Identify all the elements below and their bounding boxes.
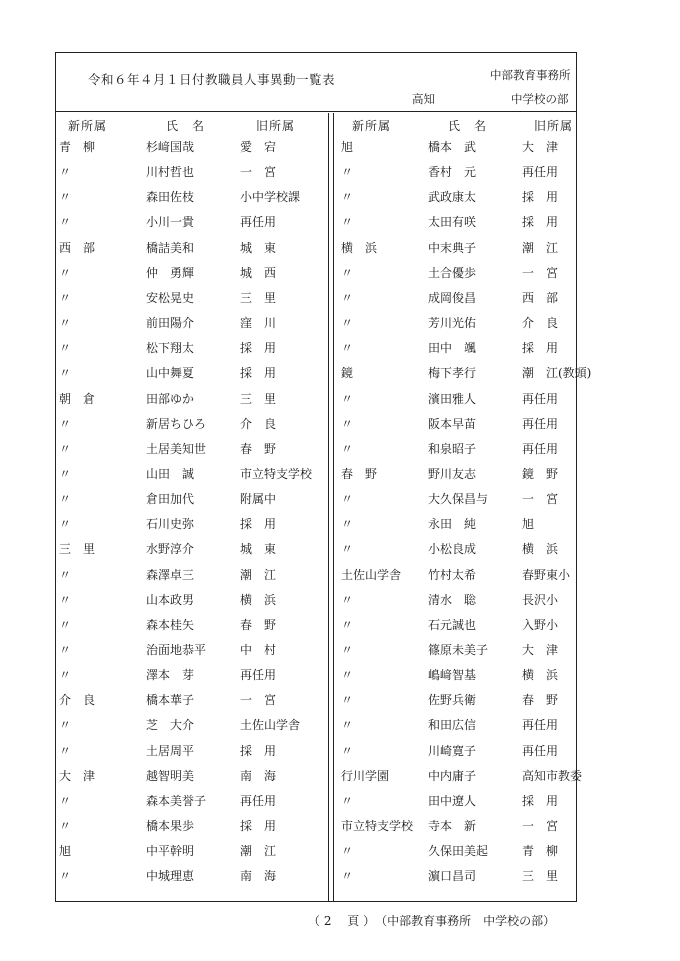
new-affiliation: 〃 <box>59 567 72 582</box>
table-row <box>56 537 324 561</box>
staff-name: 治面地恭平 <box>146 643 207 657</box>
staff-name: 石川史弥 <box>146 517 195 532</box>
table-row <box>56 613 324 637</box>
table-row <box>56 311 324 335</box>
new-affiliation: 〃 <box>341 341 354 356</box>
table-row <box>56 663 324 687</box>
old-affiliation: 大 津 <box>522 140 559 154</box>
header-divider <box>56 111 576 112</box>
staff-name: 新居ちひろ <box>146 416 207 431</box>
new-affiliation: 青 柳 <box>59 140 96 154</box>
staff-name: 橋本華子 <box>146 693 195 708</box>
left-col-new-header: 新所属 <box>68 119 108 133</box>
new-affiliation: 〃 <box>59 718 72 733</box>
new-affiliation: 〃 <box>341 844 354 859</box>
table-row <box>338 739 606 763</box>
old-affiliation: 南 海 <box>240 768 277 783</box>
table-row <box>56 462 324 486</box>
new-affiliation: 〃 <box>59 492 72 507</box>
table-row <box>338 688 606 712</box>
new-affiliation: 〃 <box>59 165 72 180</box>
table-row <box>56 437 324 461</box>
staff-name: 土居美知世 <box>146 441 207 456</box>
old-affiliation: 再任用 <box>522 441 559 456</box>
new-affiliation: 〃 <box>341 492 354 507</box>
old-affiliation: 再任用 <box>240 668 277 683</box>
staff-name: 阪本早苗 <box>428 416 477 431</box>
staff-name: 芝 大介 <box>146 718 195 733</box>
table-row <box>338 814 606 838</box>
table-row <box>338 361 606 385</box>
table-row <box>56 261 324 285</box>
staff-name: 森本美誉子 <box>146 793 207 808</box>
new-affiliation: 朝 倉 <box>59 391 96 406</box>
old-affiliation: 三 里 <box>522 869 559 884</box>
new-affiliation: 〃 <box>59 265 72 280</box>
staff-name: 武政康太 <box>428 190 477 205</box>
new-affiliation: 西 部 <box>59 240 96 255</box>
staff-name: 山中舞夏 <box>146 366 195 381</box>
new-affiliation: 〃 <box>341 869 354 884</box>
left-col-name-header: 氏 名 <box>166 119 206 133</box>
new-affiliation: 〃 <box>341 290 354 305</box>
new-affiliation: 〃 <box>341 190 354 205</box>
new-affiliation: 介 良 <box>59 693 96 708</box>
table-row <box>56 361 324 385</box>
staff-name: 竹村太希 <box>428 567 477 582</box>
new-affiliation: 〃 <box>341 316 354 331</box>
staff-name: 濵口昌司 <box>428 869 477 884</box>
table-row <box>56 286 324 310</box>
old-affiliation: 再任用 <box>522 165 559 180</box>
staff-name: 土合優歩 <box>428 265 477 280</box>
staff-name: 野川友志 <box>428 466 477 481</box>
new-affiliation: 〃 <box>59 441 72 456</box>
table-row <box>338 286 606 310</box>
table-row <box>56 412 324 436</box>
old-affiliation: 春 野 <box>522 693 559 708</box>
old-affiliation: 大 津 <box>522 643 559 657</box>
staff-name: 田中遼人 <box>428 793 477 808</box>
table-row <box>56 135 324 159</box>
staff-name: 大久保昌与 <box>428 492 489 507</box>
staff-name: 橋本果歩 <box>146 819 195 834</box>
new-affiliation: 〃 <box>59 617 72 632</box>
new-affiliation: 〃 <box>341 517 354 532</box>
table-row <box>338 487 606 511</box>
new-affiliation: 〃 <box>341 718 354 733</box>
staff-name: 香村 元 <box>428 165 477 180</box>
old-affiliation: 採 用 <box>240 341 277 356</box>
old-affiliation: 再任用 <box>522 718 559 733</box>
staff-name: 嶋﨑智基 <box>428 668 477 683</box>
old-affiliation: 採 用 <box>240 366 277 381</box>
staff-name: 和泉昭子 <box>428 441 477 456</box>
table-row <box>338 412 606 436</box>
table-row <box>338 864 606 888</box>
table-row <box>56 588 324 612</box>
table-row <box>338 135 606 159</box>
table-row <box>338 210 606 234</box>
staff-name: 篠原未美子 <box>428 643 489 657</box>
staff-name: 前田陽介 <box>146 316 195 331</box>
old-affiliation: 介 良 <box>522 316 559 331</box>
table-row <box>338 387 606 411</box>
old-affiliation: 南 海 <box>240 869 277 884</box>
staff-name: 芳川光佑 <box>428 316 477 331</box>
staff-name: 中内庸子 <box>428 768 477 783</box>
staff-name: 小松良成 <box>428 542 477 557</box>
table-row <box>338 537 606 561</box>
table-row <box>56 839 324 863</box>
staff-name: 仲 勇輝 <box>146 265 195 280</box>
table-row <box>56 160 324 184</box>
old-affiliation: 一 宮 <box>522 819 559 834</box>
table-row <box>56 688 324 712</box>
old-affiliation: 潮 江(教頭) <box>522 366 592 381</box>
table-row <box>56 764 324 788</box>
staff-name: 佐野兵衛 <box>428 693 477 708</box>
staff-name: 橋詰美和 <box>146 240 195 255</box>
right-col-new-header: 新所属 <box>352 119 392 133</box>
right-col-name-header: 氏 名 <box>448 119 488 133</box>
old-affiliation: 採 用 <box>240 517 277 532</box>
table-row <box>338 663 606 687</box>
new-affiliation: 〃 <box>341 265 354 280</box>
staff-name: 水野淳介 <box>146 542 195 557</box>
old-affiliation: 附属中 <box>240 492 277 507</box>
table-row <box>56 789 324 813</box>
new-affiliation: 土佐山学舎 <box>341 567 402 582</box>
table-row <box>56 713 324 737</box>
old-affiliation: 採 用 <box>240 743 277 758</box>
old-affiliation: 横 浜 <box>522 542 559 557</box>
old-affiliation: 採 用 <box>522 341 559 356</box>
new-affiliation: 市立特支学校 <box>341 819 414 834</box>
table-row <box>338 336 606 360</box>
new-affiliation: 〃 <box>341 215 354 230</box>
table-row <box>338 261 606 285</box>
old-affiliation: 高知市教委 <box>522 768 583 783</box>
new-affiliation: 〃 <box>59 466 72 481</box>
old-affiliation: 横 浜 <box>240 592 277 607</box>
staff-name: 澤本 芽 <box>146 668 195 683</box>
staff-name: 中城理恵 <box>146 869 195 884</box>
staff-name: 川崎寛子 <box>428 743 477 758</box>
old-affiliation: 春野東小 <box>522 567 571 582</box>
staff-name: 倉田加代 <box>146 492 195 507</box>
staff-name: 森田佐枝 <box>146 190 195 205</box>
old-affiliation: 再任用 <box>240 215 277 230</box>
new-affiliation: 〃 <box>59 416 72 431</box>
table-row <box>56 512 324 536</box>
new-affiliation: 〃 <box>59 366 72 381</box>
staff-name: 土居周平 <box>146 743 195 758</box>
staff-name: 梅下孝行 <box>428 366 477 381</box>
new-affiliation: 三 里 <box>59 542 96 557</box>
old-affiliation: 三 里 <box>240 290 277 305</box>
staff-name: 久保田美起 <box>428 844 489 859</box>
staff-name: 越智明美 <box>146 768 195 783</box>
table-row <box>338 839 606 863</box>
old-affiliation: 一 宮 <box>522 492 559 507</box>
staff-name: 清水 聡 <box>428 592 477 607</box>
table-frame <box>55 52 592 902</box>
new-affiliation: 〃 <box>341 441 354 456</box>
old-affiliation: 旭 <box>522 517 535 532</box>
new-affiliation: 〃 <box>59 592 72 607</box>
old-affiliation: 採 用 <box>240 819 277 834</box>
new-affiliation: 旭 <box>59 844 72 859</box>
staff-name: 中平幹明 <box>146 844 195 859</box>
new-affiliation: 〃 <box>341 542 354 557</box>
old-affiliation: 小中学校課 <box>240 190 301 205</box>
staff-name: 山本政男 <box>146 592 195 607</box>
new-affiliation: 〃 <box>341 643 354 657</box>
page-footer: （ 2 頁 ） （中部教育事務所 中学校の部） <box>308 914 556 928</box>
new-affiliation: 〃 <box>341 391 354 406</box>
table-row <box>56 236 324 260</box>
table-row <box>338 789 606 813</box>
staff-name: 田部ゆか <box>146 391 195 406</box>
table-row <box>338 160 606 184</box>
new-affiliation: 〃 <box>59 316 72 331</box>
old-affiliation: 城 西 <box>240 265 277 280</box>
old-affiliation: 春 野 <box>240 441 277 456</box>
table-row <box>56 185 324 209</box>
table-row <box>56 864 324 888</box>
table-row <box>338 311 606 335</box>
new-affiliation: 横 浜 <box>341 240 378 255</box>
office-name: 中部教育事務所 <box>490 68 571 82</box>
right-col-old-header: 旧所属 <box>534 119 574 133</box>
old-affiliation: 採 用 <box>522 190 559 205</box>
staff-name: 山田 誠 <box>146 466 195 481</box>
staff-name: 松下翔太 <box>146 341 195 356</box>
table-row <box>338 563 606 587</box>
staff-name: 太田有咲 <box>428 215 477 230</box>
old-affiliation: 採 用 <box>522 215 559 230</box>
old-affiliation: 潮 江 <box>240 844 277 859</box>
old-affiliation: 中 村 <box>240 643 277 657</box>
new-affiliation: 〃 <box>341 617 354 632</box>
school-prefix: 高知 <box>412 92 435 106</box>
staff-name: 森本桂矢 <box>146 617 195 632</box>
staff-name: 和田広信 <box>428 718 477 733</box>
new-affiliation: 〃 <box>341 592 354 607</box>
table-row <box>338 638 606 662</box>
new-affiliation: 〃 <box>59 668 72 683</box>
old-affiliation: 西 部 <box>522 290 559 305</box>
old-affiliation: 一 宮 <box>240 693 277 708</box>
table-row <box>56 638 324 662</box>
old-affiliation: 再任用 <box>522 743 559 758</box>
new-affiliation: 春 野 <box>341 466 378 481</box>
left-col-old-header: 旧所属 <box>256 119 296 133</box>
old-affiliation: 青 柳 <box>522 844 559 859</box>
new-affiliation: 旭 <box>341 140 354 154</box>
center-divider-inner <box>333 113 334 901</box>
staff-name: 濱田雅人 <box>428 391 477 406</box>
staff-name: 森澤卓三 <box>146 567 195 582</box>
new-affiliation: 〃 <box>341 416 354 431</box>
new-affiliation: 〃 <box>59 643 72 657</box>
center-divider <box>328 113 329 901</box>
new-affiliation: 〃 <box>59 819 72 834</box>
old-affiliation: 鏡 野 <box>522 466 559 481</box>
old-affiliation: 三 里 <box>240 391 277 406</box>
old-affiliation: 春 野 <box>240 617 277 632</box>
old-affiliation: 横 浜 <box>522 668 559 683</box>
staff-name: 成岡俊昌 <box>428 290 477 305</box>
old-affiliation: 採 用 <box>522 793 559 808</box>
staff-name: 杉﨑国哉 <box>146 140 195 154</box>
old-affiliation: 介 良 <box>240 416 277 431</box>
old-affiliation: 再任用 <box>522 391 559 406</box>
table-row <box>338 713 606 737</box>
table-row <box>56 210 324 234</box>
table-row <box>338 588 606 612</box>
staff-name: 橋本 武 <box>428 140 477 154</box>
old-affiliation: 潮 江 <box>522 240 559 255</box>
new-affiliation: 〃 <box>59 793 72 808</box>
old-affiliation: 窪 川 <box>240 316 277 331</box>
new-affiliation: 〃 <box>59 190 72 205</box>
document-title: 令和６年４月１日付教職員人事異動一覧表 <box>88 72 336 87</box>
staff-name: 小川一貴 <box>146 215 195 230</box>
new-affiliation: 〃 <box>341 693 354 708</box>
table-row <box>56 814 324 838</box>
old-affiliation: 一 宮 <box>240 165 277 180</box>
staff-name: 中末典子 <box>428 240 477 255</box>
new-affiliation: 〃 <box>59 290 72 305</box>
old-affiliation: 愛 宕 <box>240 140 277 154</box>
new-affiliation: 大 津 <box>59 768 96 783</box>
table-row <box>56 387 324 411</box>
old-affiliation: 入野小 <box>522 617 559 632</box>
table-row <box>338 512 606 536</box>
old-affiliation: 潮 江 <box>240 567 277 582</box>
school-suffix: 中学校の部 <box>511 92 569 106</box>
table-row <box>338 764 606 788</box>
table-row <box>338 185 606 209</box>
old-affiliation: 一 宮 <box>522 265 559 280</box>
table-row <box>338 613 606 637</box>
new-affiliation: 〃 <box>59 341 72 356</box>
staff-name: 寺本 新 <box>428 819 477 834</box>
table-row <box>56 739 324 763</box>
table-row <box>338 462 606 486</box>
staff-name: 永田 純 <box>428 517 477 532</box>
table-row <box>56 563 324 587</box>
new-affiliation: 〃 <box>341 743 354 758</box>
table-row <box>56 336 324 360</box>
table-row <box>338 437 606 461</box>
new-affiliation: 行川学園 <box>341 768 390 783</box>
new-affiliation: 〃 <box>59 743 72 758</box>
new-affiliation: 鏡 <box>341 366 354 381</box>
staff-name: 田中 颯 <box>428 341 477 356</box>
old-affiliation: 城 東 <box>240 542 277 557</box>
staff-name: 安松晃史 <box>146 290 195 305</box>
new-affiliation: 〃 <box>59 517 72 532</box>
old-affiliation: 市立特支学校 <box>240 466 313 481</box>
table-row <box>56 487 324 511</box>
new-affiliation: 〃 <box>341 165 354 180</box>
new-affiliation: 〃 <box>341 668 354 683</box>
old-affiliation: 土佐山学舎 <box>240 718 301 733</box>
new-affiliation: 〃 <box>59 215 72 230</box>
old-affiliation: 再任用 <box>240 793 277 808</box>
old-affiliation: 城 東 <box>240 240 277 255</box>
new-affiliation: 〃 <box>59 869 72 884</box>
old-affiliation: 再任用 <box>522 416 559 431</box>
staff-name: 石元誠也 <box>428 617 477 632</box>
staff-name: 川村哲也 <box>146 165 195 180</box>
table-row <box>338 236 606 260</box>
new-affiliation: 〃 <box>341 793 354 808</box>
old-affiliation: 長沢小 <box>522 592 559 607</box>
